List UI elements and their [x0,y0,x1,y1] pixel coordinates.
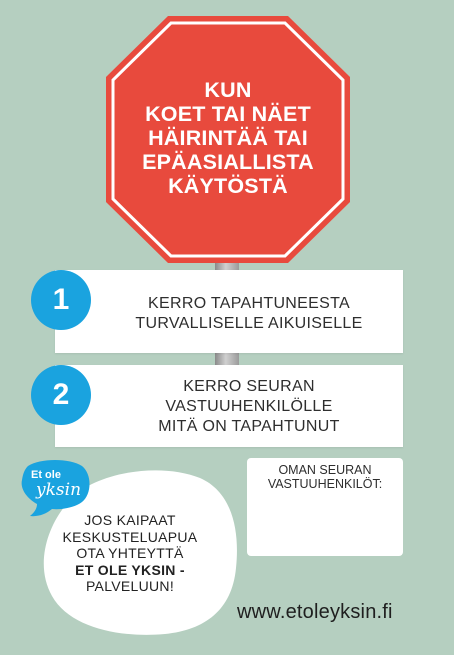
step-1-line-2: TURVALLISELLE AIKUISELLE [135,315,363,332]
step-1-number-badge: 1 [31,270,91,330]
stop-line-3: HÄIRINTÄÄ TAI [148,126,308,150]
callout-line-4: ET OLE YKSIN - [75,561,185,578]
logo-text-1: Et ole [31,469,61,481]
stop-line-5: KÄYTÖSTÄ [168,174,288,198]
contact-box-label [247,458,403,491]
website-link[interactable]: www.etoleyksin.fi [237,601,393,623]
stop-line-4: EPÄASIALLISTA [142,150,314,174]
step-2-line-3: MITÄ ON TAPAHTUNUT [158,418,340,435]
stop-line-2: KOET TAI NÄET [145,102,311,126]
step-2-line-1: KERRO SEURAN [183,378,315,395]
step-2-number-badge: 2 [31,365,91,425]
step-1-line-1: KERRO TAPAHTUNEESTA [148,295,350,312]
contact-line-1: OMAN SEURAN [278,463,372,477]
callout-line-3: OTA YHTEYTTÄ [76,545,184,561]
callout-line-5: PALVELUUN! [85,578,175,594]
callout-line-1: JOS KAIPAAT [84,512,176,528]
stop-line-1: KUN [204,78,252,102]
contact-box [247,458,403,556]
logo-text-2: yksin [36,480,82,500]
callout-line-2: KESKUSTELUAPUA [62,528,198,545]
step-2-line-2: VASTUUHENKILÖLLE [165,398,333,415]
callout-text [48,512,212,595]
contact-line-2: VASTUUHENKILÖT: [267,477,383,491]
